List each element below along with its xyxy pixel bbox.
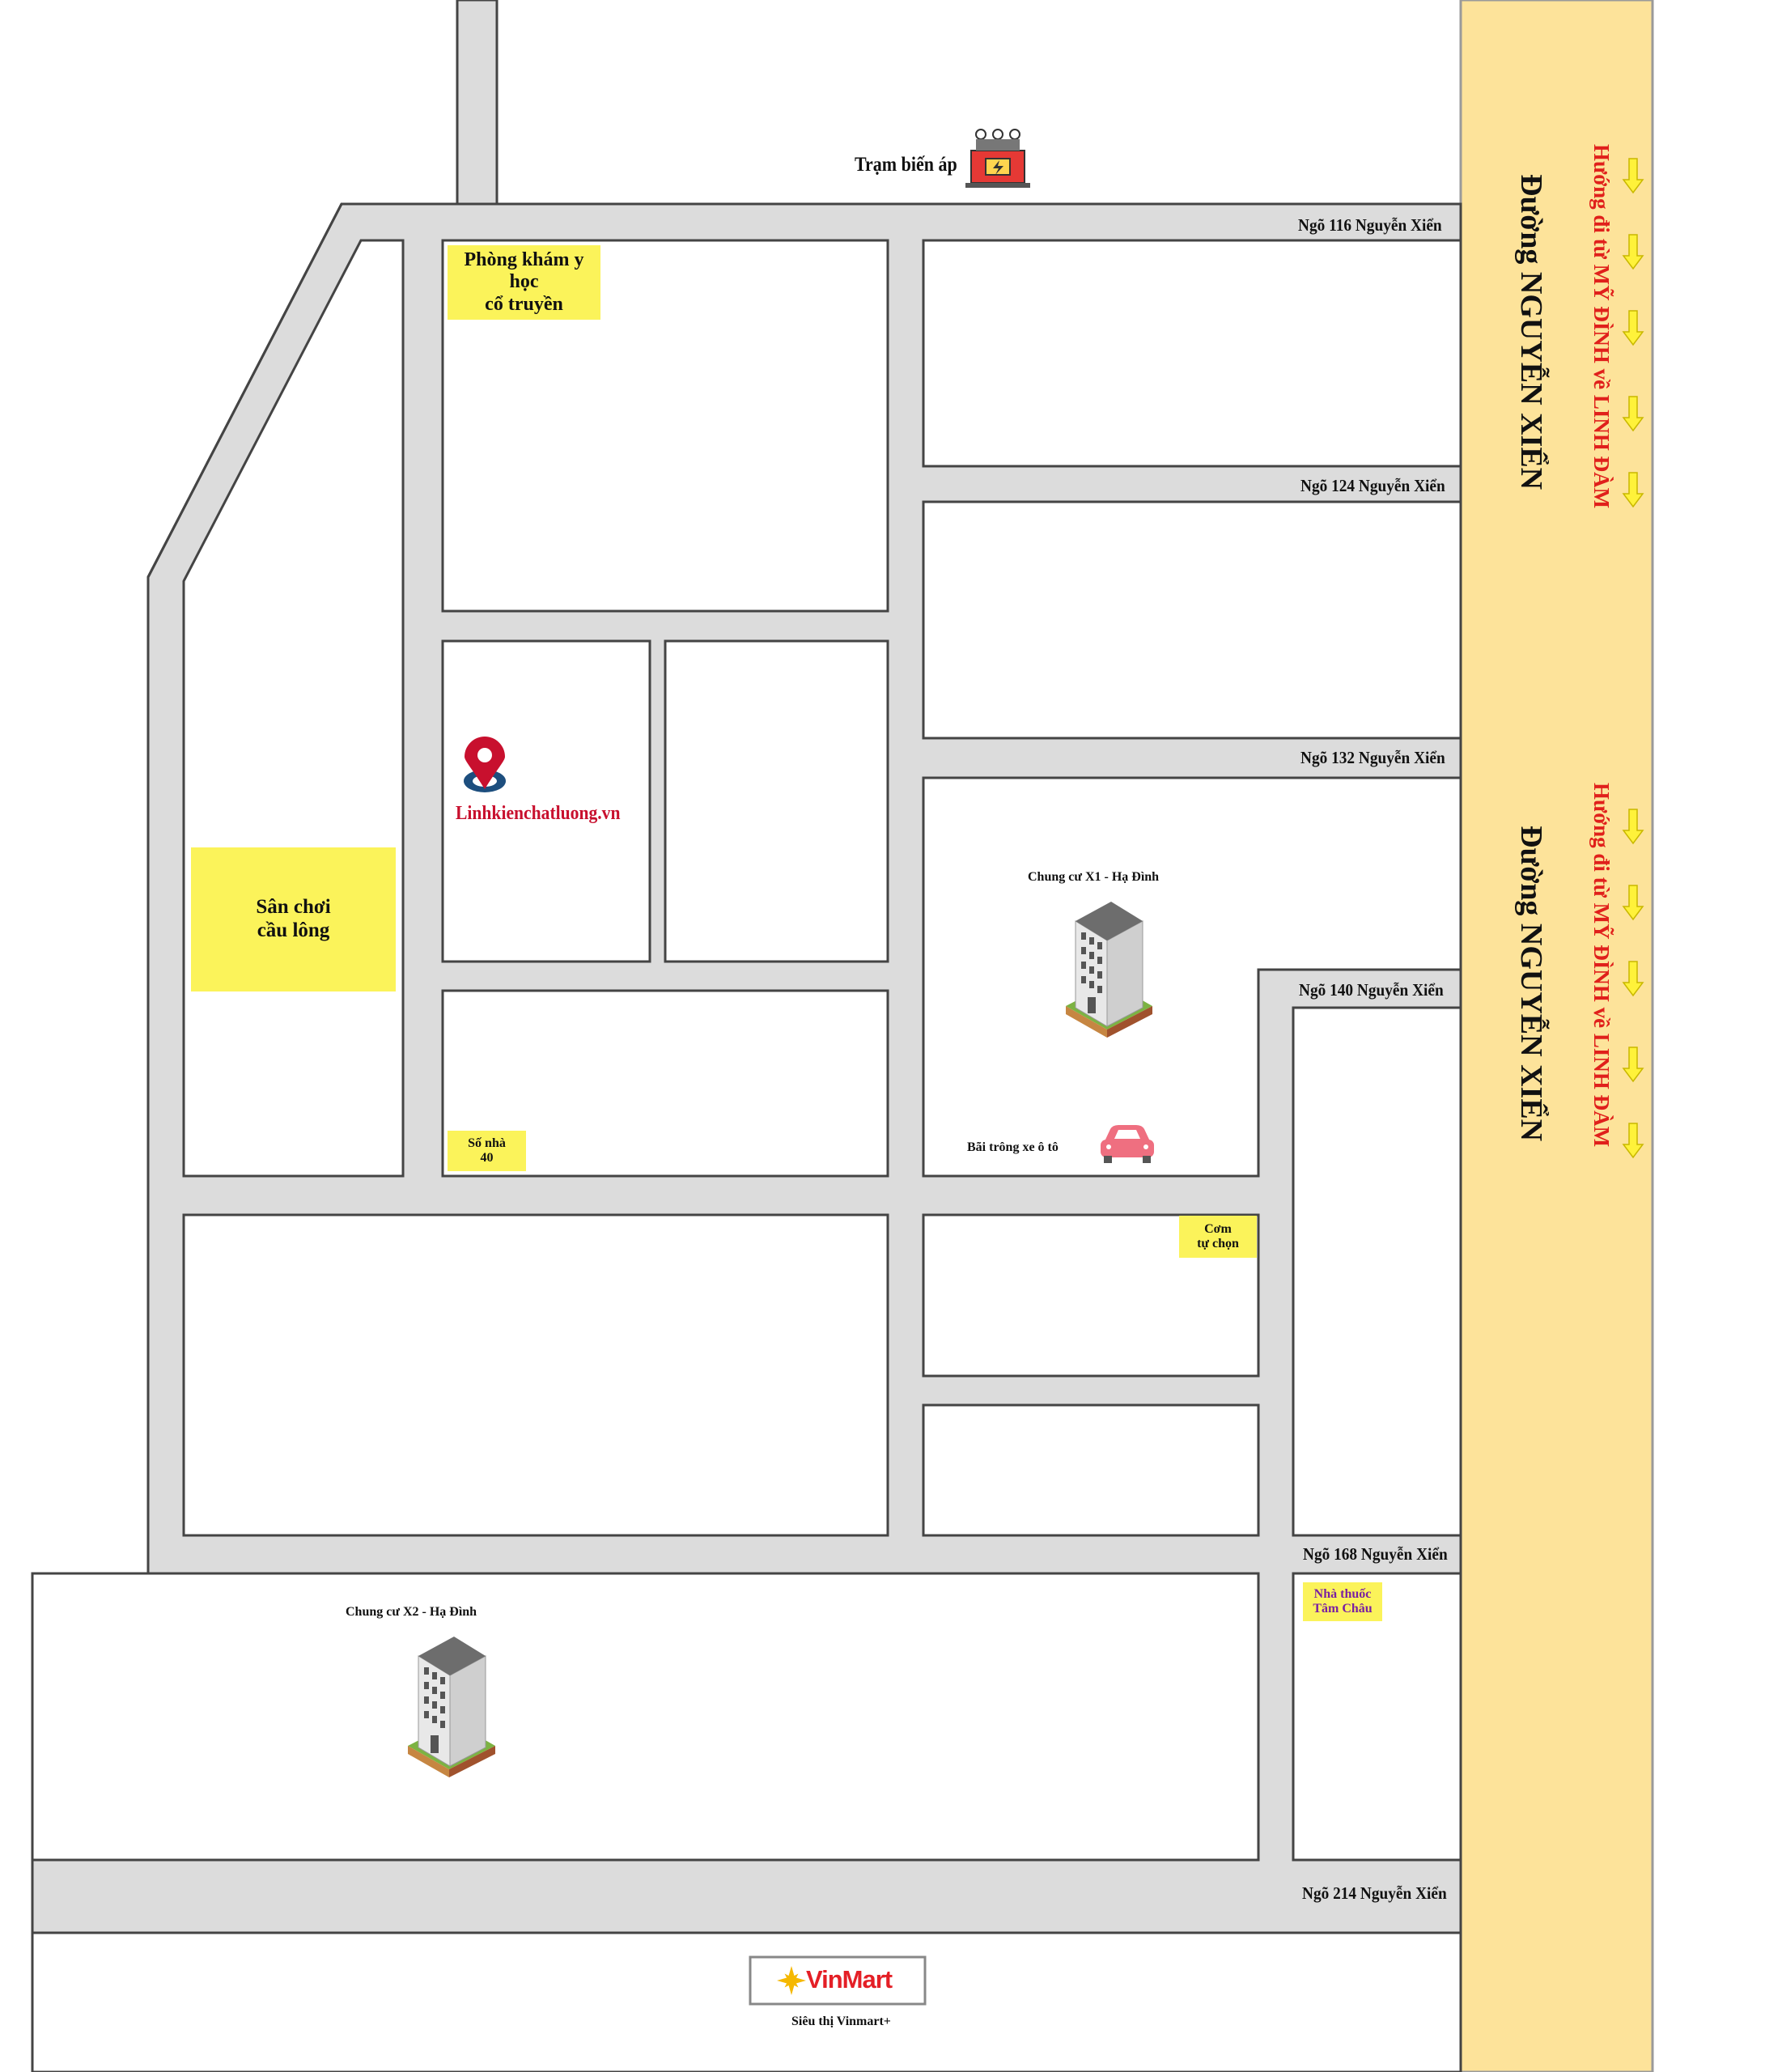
city-blocks — [32, 240, 1461, 2072]
block-east — [1293, 1008, 1461, 1535]
location-pin-icon — [464, 737, 506, 792]
building-icon — [1066, 902, 1152, 1038]
transformer-label: Trạm biến áp — [855, 154, 957, 176]
clinic-label — [448, 245, 600, 320]
house-40-label — [448, 1131, 526, 1171]
pharmacy-label — [1303, 1582, 1382, 1621]
clinic-label-line2: cổ truyền — [485, 293, 563, 315]
vinmart-caption: Siêu thị Vinmart+ — [791, 2015, 891, 2028]
block-vinmart — [32, 1933, 1461, 2072]
rice-label-line1: Cơm — [1204, 1221, 1232, 1236]
lane-label-168: Ngõ 168 Nguyễn Xiển — [1303, 1544, 1448, 1564]
building-icon — [408, 1637, 495, 1777]
block-ngo124 — [923, 502, 1461, 738]
lane-label-132: Ngõ 132 Nguyễn Xiển — [1300, 748, 1445, 767]
main-road-nguyen-xien — [1461, 0, 1653, 2072]
direction-note-lower: Hướng đi từ MỸ ĐÌNH về LINH ĐÀM — [1589, 783, 1614, 1148]
block-shop — [443, 641, 650, 962]
main-street-name-upper: Đường NGUYỄN XIỂN — [1514, 174, 1548, 490]
clinic-label-line1: Phòng khám y học — [464, 248, 584, 293]
block-ngo116 — [923, 240, 1461, 466]
badminton-label-line1: Sân chơi — [256, 896, 331, 919]
vinmart-logo-text: VinMart — [806, 1965, 893, 1993]
block-x2 — [32, 1573, 1258, 1860]
main-street-name-lower: Đường NGUYỄN XIỂN — [1514, 826, 1548, 1142]
block-west-lower — [184, 1215, 888, 1535]
lane-label-140: Ngõ 140 Nguyễn Xiển — [1299, 980, 1444, 1000]
block-small — [923, 1405, 1258, 1535]
rice-label — [1179, 1216, 1257, 1258]
lane-label-116: Ngõ 116 Nguyễn Xiển — [1298, 215, 1442, 235]
badminton-label — [191, 847, 396, 991]
apartment-x2-label: Chung cư X2 - Hạ Đình — [346, 1605, 477, 1619]
pharmacy-label-line2: Tâm Châu — [1313, 1602, 1373, 1616]
apartment-x1-label: Chung cư X1 - Hạ Đình — [1028, 870, 1160, 884]
parking-label: Bãi trông xe ô tô — [967, 1140, 1059, 1154]
badminton-label-line2: cầu lông — [257, 919, 330, 941]
house-40-line1: Số nhà — [468, 1136, 506, 1150]
lane-label-124: Ngõ 124 Nguyễn Xiển — [1300, 476, 1445, 495]
pharmacy-label-line1: Nhà thuốc — [1313, 1586, 1372, 1601]
house-40-line2: 40 — [480, 1151, 494, 1165]
shop-label[interactable]: Linhkienchatluong.vn — [456, 803, 621, 824]
block-badminton — [184, 240, 403, 1176]
rice-label-line2: tự chọn — [1197, 1237, 1239, 1250]
block-middle — [665, 641, 888, 962]
direction-note-upper: Hướng đi từ MỸ ĐÌNH về LINH ĐÀM — [1589, 144, 1614, 509]
lane-label-214: Ngõ 214 Nguyễn Xiển — [1302, 1883, 1447, 1903]
